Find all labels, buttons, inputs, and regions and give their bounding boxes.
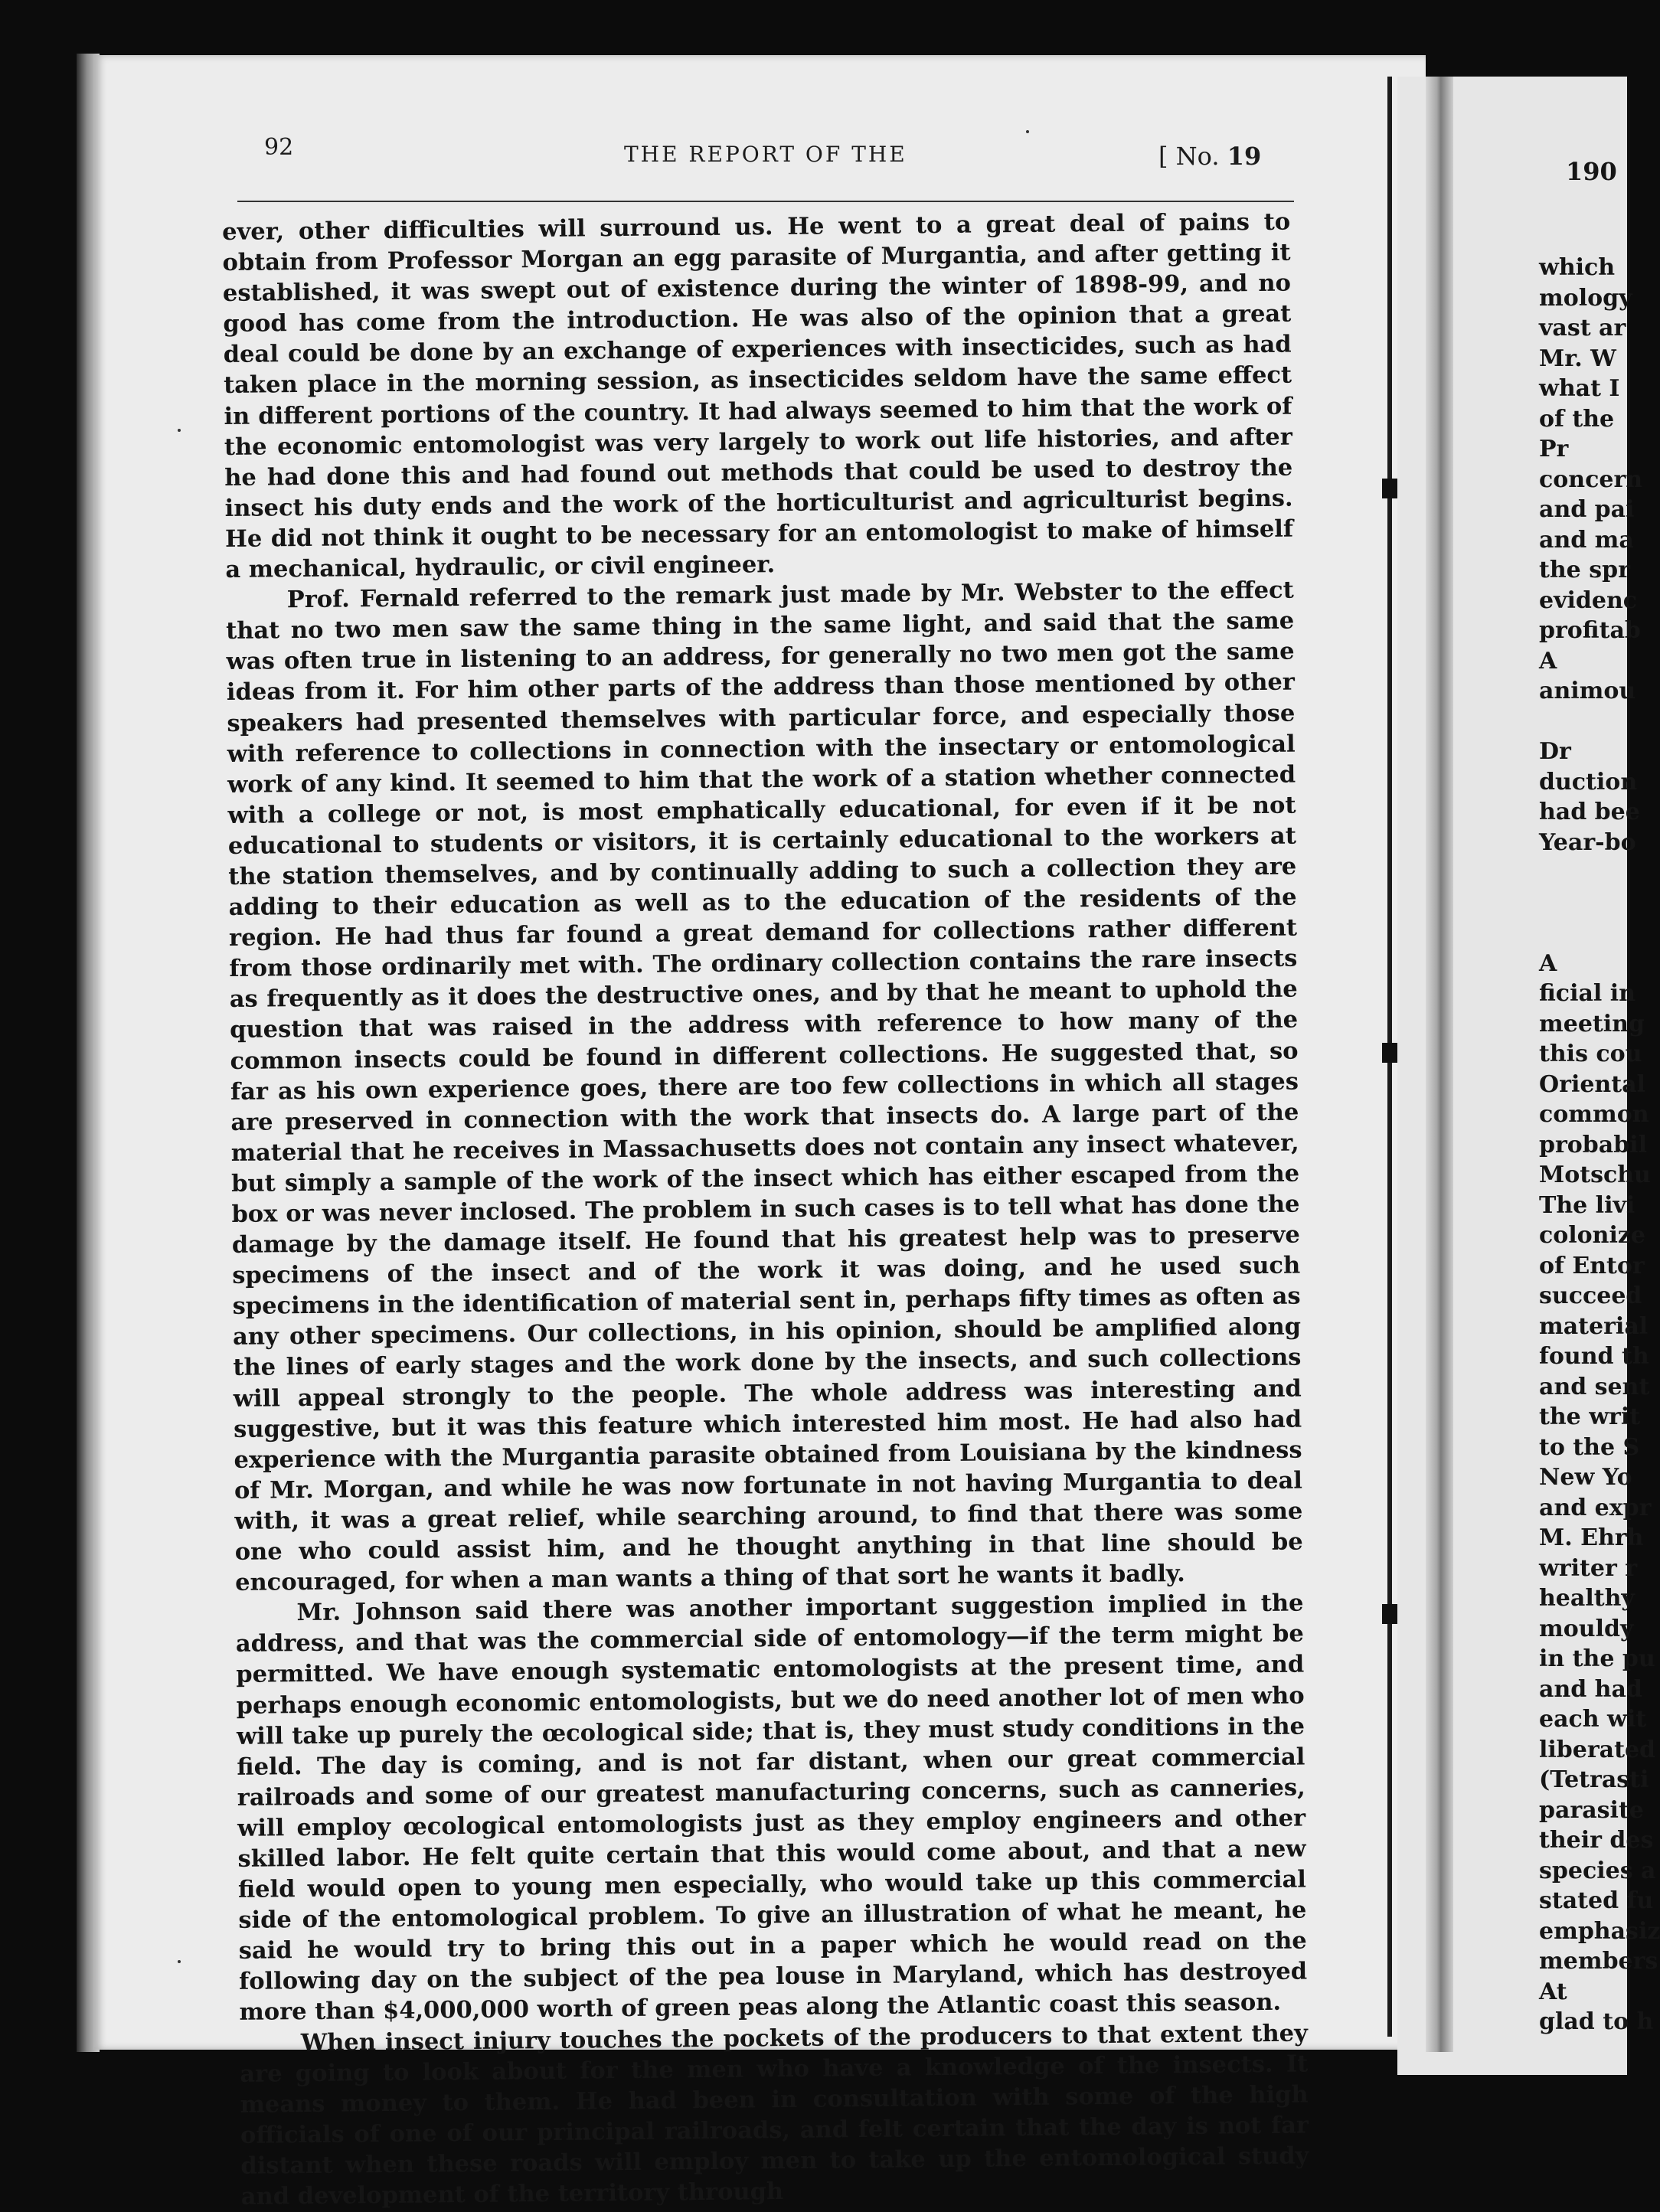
right-page-line: probabil — [1539, 1131, 1647, 1158]
header-rule — [237, 201, 1294, 202]
right-page-line: their des — [1539, 1827, 1654, 1854]
right-page-line: Oriental — [1539, 1070, 1645, 1098]
right-page-line: members — [1539, 1948, 1658, 1975]
book-gutter — [1426, 77, 1453, 2052]
right-page-line: in the pu — [1539, 1645, 1655, 1672]
right-page-line: Pr — [1539, 436, 1569, 462]
right-page-line: evidenc — [1539, 586, 1638, 614]
right-page-line: healthy — [1539, 1585, 1635, 1612]
right-page-line: M. Ehrh — [1539, 1524, 1644, 1551]
right-page-line: At — [1539, 1978, 1567, 2005]
right-page-line: Motschu — [1539, 1162, 1651, 1188]
right-page-line: of Entor — [1539, 1252, 1645, 1279]
page-speck — [178, 429, 181, 432]
right-page-line: and sent — [1539, 1373, 1650, 1400]
right-page-line — [1539, 888, 1623, 919]
right-page-line: Mr. W — [1539, 345, 1616, 372]
right-page-line: Dr — [1539, 738, 1571, 765]
page-number: 92 — [264, 134, 294, 161]
right-page-line: stated fu — [1539, 1887, 1654, 1914]
right-page-line: which — [1539, 254, 1616, 281]
right-page-line: had bee — [1539, 799, 1640, 825]
right-page-line — [1539, 858, 1623, 888]
right-page-line: parasite — [1539, 1796, 1644, 1824]
right-page-line: the writ — [1539, 1403, 1641, 1430]
right-page-line: what I — [1539, 375, 1620, 402]
right-page-line: this cou — [1539, 1041, 1642, 1067]
paragraph: Mr. Johnson said there was another important suggestion implied in the address, and that was the commercial side of entomology—if the term might be permitted. We have enough systematic entomologists at the present time, and perhaps enough economic entomologists, but we do need another lot of men who will take up purely the œcological side; that is, they must study conditions in the field. The day is coming, and is not far distant, when our great commercial railroads and some of our greatest manufacturing concerns, such as canneries, will employ œcological entomologists just as they employ engineers and other skilled labor. He felt quite certain that this would come about, and that a new field would open to young men especially, who would take up this commercial side of the entomological problem. To give an illustration of what he meant, he said he would try to bring this out in a paper which he would read on the following day on the subject of the pea louse in Maryland, which has destroyed more than $4,000,000 worth of green peas along the Atlantic coast this season. — [235, 1589, 1308, 2027]
right-page-line: A — [1539, 647, 1557, 675]
page-header — [264, 134, 1290, 172]
running-title: THE REPORT OF THE — [624, 142, 907, 167]
binding-stitch — [1382, 1043, 1397, 1063]
paragraph: When insect injury touches the pockets of the producers to that extent they are going to look about for the men who have a knowledge of the insects. It means money to them. He had been in consultation with some of the high officials of one of our principal railroads, and felt certain that the day is not far distant when these roads will employ men to take up the entomological study and development of the territory through — [240, 2019, 1309, 2210]
right-page-line: profitab — [1539, 617, 1641, 644]
right-page-line: and expr — [1539, 1494, 1652, 1521]
right-page-line: and pai — [1539, 496, 1635, 523]
right-page-line: species a — [1539, 1857, 1656, 1884]
right-page-line: ficial in — [1539, 980, 1635, 1007]
page-speck — [178, 1960, 181, 1963]
right-page-line: succeed — [1539, 1282, 1642, 1309]
right-page-line: mouldy — [1539, 1615, 1634, 1642]
right-page-line: mology — [1539, 284, 1632, 312]
right-page-line: found th — [1539, 1343, 1649, 1370]
right-page-line: material — [1539, 1312, 1649, 1340]
right-page-line: glad to h — [1539, 2008, 1654, 2035]
right-page-line: writer r — [1539, 1554, 1638, 1582]
right-page-year-fragment: 190 — [1566, 157, 1617, 186]
right-page-line: and had — [1539, 1675, 1642, 1703]
right-page-line: The livi — [1539, 1191, 1635, 1219]
paragraph: ever, other difficulties will surround us. He went to a great deal of pains to obtain from Professor Morgan an egg parasite of Murgantia, and after getting it established, it was swept out of existence during the winter of 1898-99, and no good has come from the introduction. He was also of the opinion that a great deal could be done by an exchange of experiences with insecticides, such as had taken place in the morning session, as insecticides seldom have the same effect in different portions of the country. It had always seemed to him that the work of the economic entomologist was very largely to work out life histories, and after he had done this and had found out methods that could be used to destroy the insect his duty ends and the work of the horticulturist and agriculturist begins. He did not think it ought to be necessary for an entomologist to make of himself a mechanical, hydraulic, or civil engineer. — [222, 207, 1294, 584]
right-page-line: emphasiz — [1539, 1917, 1660, 1945]
right-page-line: the spr — [1539, 557, 1630, 583]
right-page-line: animou — [1539, 678, 1636, 704]
right-page-line: concern — [1539, 466, 1643, 493]
paragraph: Prof. Fernald referred to the remark just made by Mr. Webster to the effect that no two men saw the same thing in the same light, and said that the same was often true in listening to an address, for generally no two men got the same ideas from it. For him other parts of the address than those mentioned by other speakers had presented themselves with particular force, and especially those with reference to collections in connection with the insectary or entomological work of any kind. It seemed to him that the work of a station whether connected with a college or not, is most emphatically educational, for even if it be not educational to students or visitors, it is certainly educational to the workers at the station themselves, and by continually adding to such a collection they are adding to their education as well as to the education of the residents of the region. He had thus far found a great demand for collections rather different from those ordinarily met with. The ordinary collection contains the rare insects as frequently as it does the destructive ones, and by that he meant to uphold the question that was raised in the address with reference to how many of the common insects could be found in different collections. He suggested that, so far as his own experience goes, there are too few collections in which all stages are preserved in connection with the work that insects do. A large part of the material that he receives in Massachusetts does not contain any insect whatever, but simply a sample of the work of the insect which has either escaped from the box or was never inclosed. The problem in such cases is to tell what has done the damage by the damage itself. He found that his greatest help was to preserve specimens of the insect and of the work it was doing, and he used such specimens in the identification of material sent in, perhaps fifty times as often as any other specimens. Our collections, in his opinion, should be amplified along the lines of early stages and the work done by the insects, and such collections will appeal strongly to the people. The whole address was interesting and suggestive, but it was this feature which interested him most. He had also had experience with the Murgantia parasite obtained from Louisiana by the kindness of Mr. Morgan, and while he was now fortunate in not having Murgantia to deal with, it was a great relief, while searching around, to find that there was some one who could assist him, and he thought anything in that line should be encouraged, for when a man wants a thing of that sort he wants it badly. — [226, 576, 1303, 1597]
right-page-line: and ma — [1539, 526, 1634, 554]
right-page-line: common — [1539, 1101, 1649, 1128]
right-page-line: each wit — [1539, 1706, 1647, 1733]
binding-stitch — [1382, 1604, 1397, 1624]
right-page-line: liberated — [1539, 1736, 1656, 1763]
page-speck — [1026, 130, 1029, 133]
right-page-line: duction — [1539, 768, 1638, 796]
right-page-line: (Tetrasti — [1539, 1766, 1649, 1793]
right-page-line: A — [1539, 949, 1557, 977]
right-page-line: vast ar — [1539, 315, 1626, 341]
right-page-text-fragment — [1539, 253, 1660, 2037]
issue-number-value: 19 — [1227, 142, 1262, 171]
right-page-line: meeting — [1539, 1010, 1645, 1037]
right-page-line — [1539, 707, 1623, 737]
issue-number — [1158, 142, 1261, 171]
right-page-line — [1539, 918, 1623, 949]
right-page-line: Year-bo — [1539, 828, 1636, 856]
right-page-line: colonize — [1539, 1222, 1646, 1249]
right-page-line: to the S — [1539, 1433, 1640, 1461]
binding-stitch — [1382, 479, 1397, 498]
right-page-line: New Yo — [1539, 1464, 1632, 1491]
issue-prefix: [ No. — [1158, 142, 1220, 171]
right-page-line: of the — [1539, 405, 1615, 433]
body-text — [222, 207, 1309, 2212]
